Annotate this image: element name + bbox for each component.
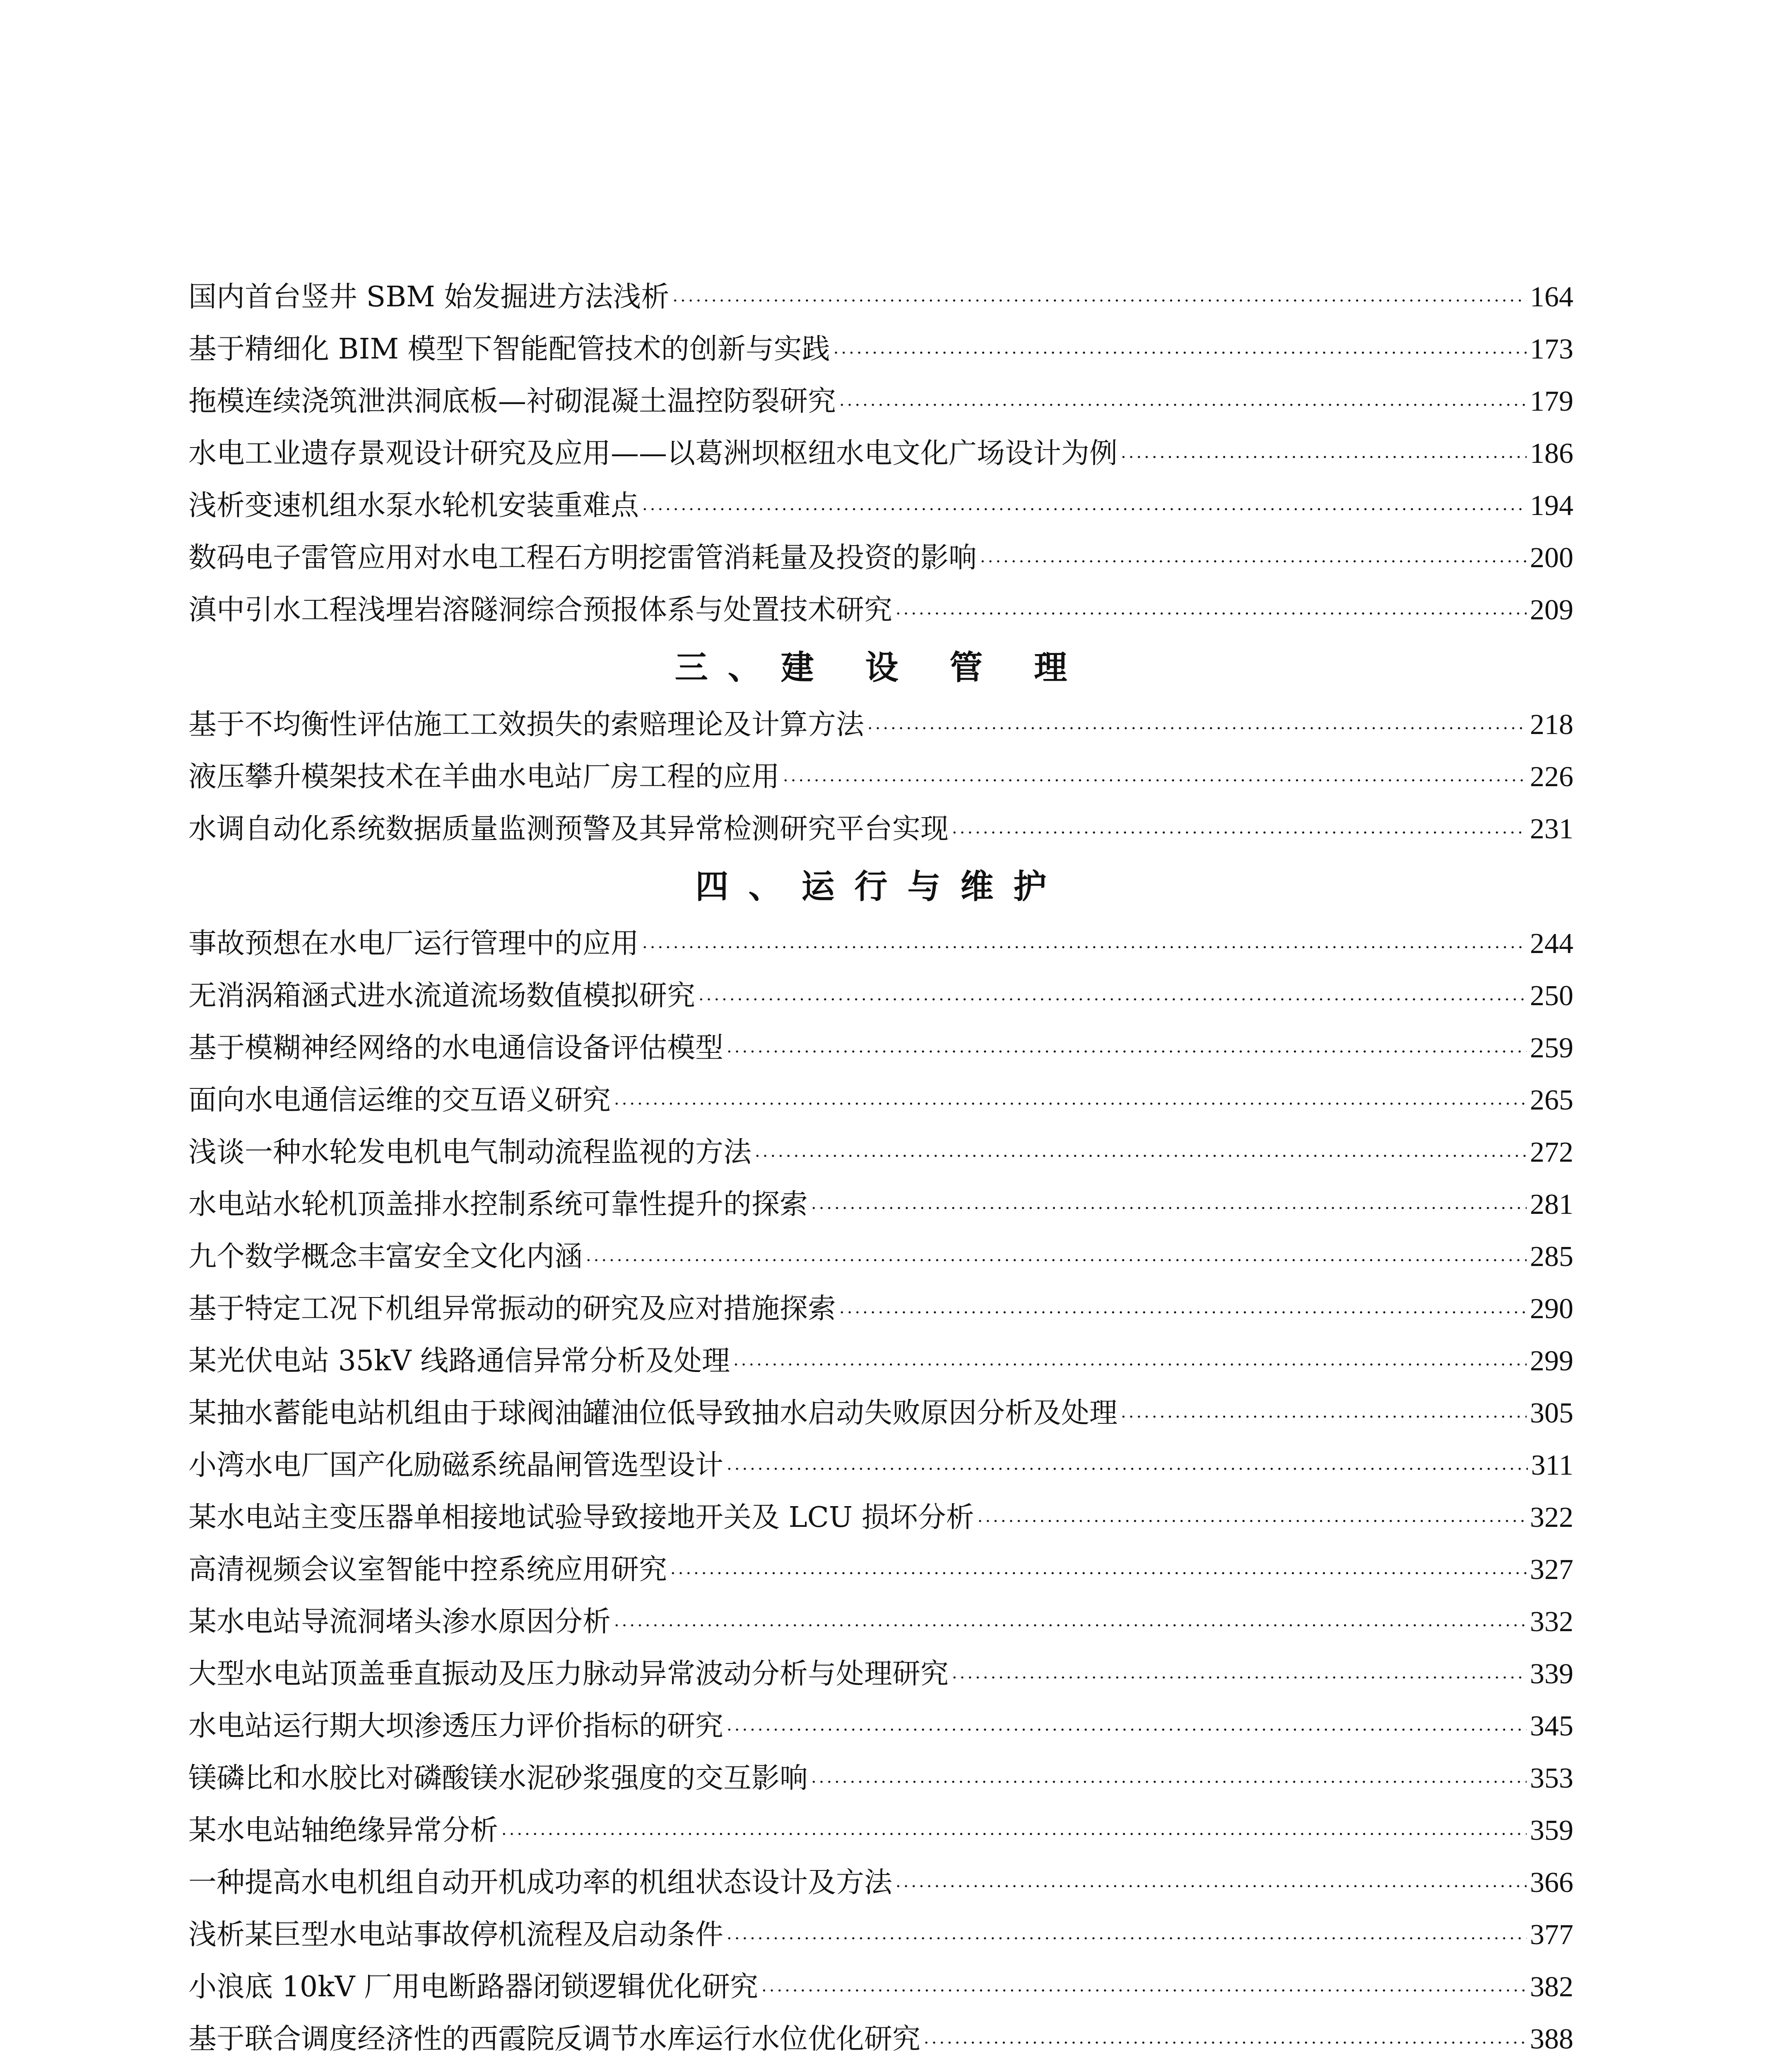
toc-entry-title: 国内首台竖井 SBM 始发掘进方法浅析 xyxy=(188,281,670,313)
toc-entry-title: 面向水电通信运维的交互语义研究 xyxy=(188,1084,611,1117)
toc-entry-page-number: 265 xyxy=(1530,1084,1573,1116)
dot-leader xyxy=(1121,431,1527,484)
toc-entry-title: 某水电站主变压器单相接地试验导致接地开关及 LCU 损坏分析 xyxy=(188,1501,974,1534)
dot-leader xyxy=(867,703,1527,755)
dot-leader xyxy=(614,1078,1527,1130)
toc-entry-title: 基于不均衡性评估施工工效损失的索赔理论及计算方法 xyxy=(188,708,865,741)
toc-entry-page-number: 281 xyxy=(1530,1189,1573,1220)
toc-entry-title: 某抽水蓄能电站机组由于球阀油罐油位低导致抽水启动失败原因分析及处理 xyxy=(188,1397,1118,1430)
dot-leader xyxy=(642,922,1527,974)
dot-leader xyxy=(755,1130,1527,1182)
toc-entry[interactable] xyxy=(188,1179,1573,1231)
dot-leader xyxy=(642,484,1527,536)
toc-entry-page-number: 194 xyxy=(1530,490,1573,522)
part2-entry-list xyxy=(188,271,1573,636)
toc-entry-title: 基于模糊神经网络的水电通信设备评估模型 xyxy=(188,1032,724,1064)
toc-entry-title: 基于精细化 BIM 模型下智能配管技术的创新与实践 xyxy=(188,333,830,366)
toc-entry[interactable] xyxy=(188,1805,1573,1857)
toc-entry-title: 小湾水电厂国产化励磁系统晶闸管选型设计 xyxy=(188,1449,724,1482)
toc-entry-page-number: 244 xyxy=(1530,928,1573,960)
dot-leader xyxy=(783,755,1527,807)
dot-leader xyxy=(896,588,1527,640)
toc-entry-title: 浅谈一种水轮发电机电气制动流程监视的方法 xyxy=(188,1136,752,1169)
toc-entry[interactable] xyxy=(188,1335,1573,1387)
dot-leader xyxy=(670,1548,1527,1600)
dot-leader xyxy=(586,1235,1527,1287)
toc-entry[interactable] xyxy=(188,699,1573,751)
toc-entry-page-number: 345 xyxy=(1530,1710,1573,1742)
toc-entry[interactable] xyxy=(188,918,1573,970)
toc-entry-page-number: 299 xyxy=(1530,1345,1573,1377)
dot-leader xyxy=(614,1600,1527,1652)
toc-entry-page-number: 353 xyxy=(1530,1762,1573,1794)
toc-entry[interactable] xyxy=(188,1439,1573,1492)
toc-entry[interactable] xyxy=(188,1700,1573,1752)
toc-entry-page-number: 332 xyxy=(1530,1606,1573,1638)
toc-entry-title: 水电站水轮机顶盖排水控制系统可靠性提升的探索 xyxy=(188,1188,808,1221)
toc-entry-page-number: 366 xyxy=(1530,1867,1573,1899)
toc-entry-title: 大型水电站顶盖垂直振动及压力脉动异常波动分析与处理研究 xyxy=(188,1658,949,1690)
toc-entry[interactable] xyxy=(188,1231,1573,1283)
toc-entry-title: 基于联合调度经济性的西霞院反调节水库运行水位优化研究 xyxy=(188,2023,921,2056)
toc-entry-page-number: 226 xyxy=(1530,761,1573,793)
section-heading-operation-maintenance: 四、运行与维护 xyxy=(695,867,1067,906)
toc-entry[interactable] xyxy=(188,584,1573,636)
toc-entry-title: 液压攀升模架技术在羊曲水电站厂房工程的应用 xyxy=(188,761,780,793)
toc-entry-page-number: 322 xyxy=(1530,1502,1573,1533)
toc-entry-page-number xyxy=(1530,2065,1573,2070)
toc-entry[interactable] xyxy=(188,1544,1573,1596)
toc-entry[interactable] xyxy=(188,751,1573,803)
toc-entry-title: 基于特定工况下机组异常振动的研究及应对措施探索 xyxy=(188,1293,836,1325)
toc-entry-page-number: 382 xyxy=(1530,1971,1573,2003)
toc-entry-page-number: 218 xyxy=(1530,709,1573,741)
toc-entry-page-number: 259 xyxy=(1530,1032,1573,1064)
toc-entry[interactable] xyxy=(188,1074,1573,1126)
toc-entry-title: 某水电站导流洞堵头渗水原因分析 xyxy=(188,1605,611,1638)
toc-entry-page-number: 179 xyxy=(1530,385,1573,417)
section3-entry-list xyxy=(188,699,1573,855)
section4-entry-list xyxy=(188,918,1573,2070)
toc-entry-page-number: 377 xyxy=(1530,1919,1573,1951)
toc-entry[interactable] xyxy=(188,428,1573,480)
toc-entry-title: 浅析某巨型水电站事故停机流程及启动条件 xyxy=(188,1918,724,1951)
dot-leader xyxy=(833,327,1527,379)
toc-entry[interactable] xyxy=(188,532,1573,584)
dot-leader xyxy=(501,1808,1527,1861)
toc-entry-title xyxy=(188,2065,695,2070)
toc-entry-page-number: 250 xyxy=(1530,980,1573,1012)
dot-leader xyxy=(839,1287,1527,1339)
toc-entry-page-number: 272 xyxy=(1530,1136,1573,1168)
toc-entry-title: 无消涡箱涵式进水流道流场数值模拟研究 xyxy=(188,980,696,1012)
toc-entry[interactable] xyxy=(188,1283,1573,1335)
toc-entry-title: 水电工业遗存景观设计研究及应用——以葛洲坝枢纽水电文化广场设计为例 xyxy=(188,437,1118,470)
toc-entry-title: 镁磷比和水胶比对磷酸镁水泥砂浆强度的交互影响 xyxy=(188,1762,808,1795)
toc-entry[interactable] xyxy=(188,1857,1573,1909)
toc-entry-page-number: 290 xyxy=(1530,1293,1573,1325)
dot-leader xyxy=(727,1913,1527,1965)
dot-leader xyxy=(978,1495,1527,1548)
toc-entry[interactable] xyxy=(188,1596,1573,1648)
toc-entry[interactable] xyxy=(188,1909,1573,1961)
toc-entry-page-number: 200 xyxy=(1530,542,1573,574)
toc-entry-title: 数码电子雷管应用对水电工程石方明挖雷管消耗量及投资的影响 xyxy=(188,542,977,574)
toc-entry-title: 一种提高水电机组自动开机成功率的机组状态设计及方法 xyxy=(188,1866,893,1899)
toc-entry-page-number: 231 xyxy=(1530,813,1573,845)
dot-leader xyxy=(698,974,1527,1026)
toc-entry[interactable] xyxy=(188,1752,1573,1805)
dot-leader xyxy=(672,275,1527,327)
toc-entry[interactable] xyxy=(188,2013,1573,2065)
toc-entry-page-number: 164 xyxy=(1530,281,1573,313)
toc-entry-page-number: 186 xyxy=(1530,438,1573,469)
toc-entry-title: 某光伏电站 35kV 线路通信异常分析及处理 xyxy=(188,1345,730,1377)
toc-entry[interactable] xyxy=(188,1022,1573,1074)
toc-entry-page-number: 339 xyxy=(1530,1658,1573,1690)
dot-leader xyxy=(761,1965,1527,2017)
toc-entry-title: 拖模连续浇筑泄洪洞底板—衬砌混凝土温控防裂研究 xyxy=(188,385,836,418)
toc-entry-title: 九个数学概念丰富安全文化内涵 xyxy=(188,1240,583,1273)
toc-entry-title: 某水电站轴绝缘异常分析 xyxy=(188,1814,499,1847)
toc-entry-page-number: 209 xyxy=(1530,594,1573,626)
toc-entry[interactable] xyxy=(188,375,1573,428)
dot-leader xyxy=(952,807,1527,859)
toc-entry[interactable] xyxy=(188,1387,1573,1439)
toc-entry-title: 高清视频会议室智能中控系统应用研究 xyxy=(188,1553,667,1586)
toc-entry[interactable] xyxy=(188,1648,1573,1700)
toc-entry-title: 事故预想在水电厂运行管理中的应用 xyxy=(188,927,639,960)
toc-entry-page-number: 285 xyxy=(1530,1241,1573,1273)
dot-leader xyxy=(727,1704,1527,1756)
toc-entry[interactable] xyxy=(188,803,1573,855)
dot-leader xyxy=(980,536,1527,588)
toc-entry-title: 水电站运行期大坝渗透压力评价指标的研究 xyxy=(188,1710,724,1743)
dot-leader xyxy=(733,1339,1527,1391)
toc-entry[interactable] xyxy=(188,970,1573,1022)
toc-entry-page-number: 388 xyxy=(1530,2023,1573,2055)
toc-entry-page-number: 305 xyxy=(1530,1397,1573,1429)
toc-entry-page-number: 359 xyxy=(1530,1815,1573,1846)
toc-entry[interactable] xyxy=(188,1961,1573,2013)
toc-entry-page-number: 327 xyxy=(1530,1554,1573,1586)
toc-entry-page-number: 311 xyxy=(1531,1449,1573,1481)
toc-entry-title: 浅析变速机组水泵水轮机安装重难点 xyxy=(188,489,639,522)
dot-leader xyxy=(727,1443,1528,1495)
toc-entry[interactable] xyxy=(188,323,1573,375)
dot-leader xyxy=(896,1861,1527,1913)
dot-leader xyxy=(1121,1391,1527,1443)
dot-leader xyxy=(839,379,1527,431)
dot-leader xyxy=(811,1182,1527,1235)
toc-entry-title: 滇中引水工程浅埋岩溶隧洞综合预报体系与处置技术研究 xyxy=(188,594,893,626)
dot-leader xyxy=(952,1652,1527,1704)
dot-leader xyxy=(924,2017,1527,2069)
section-heading-construction-management: 三、建 设 管 理 xyxy=(674,648,1087,687)
toc-entry-title: 水调自动化系统数据质量监测预警及其异常检测研究平台实现 xyxy=(188,813,949,845)
toc-entry[interactable] xyxy=(188,271,1573,323)
toc-entry[interactable] xyxy=(188,1126,1573,1179)
dot-leader xyxy=(727,1026,1527,1078)
dot-leader xyxy=(811,1756,1527,1808)
toc-entry-title: 小浪底 10kV 厂用电断路器闭锁逻辑优化研究 xyxy=(188,1971,759,2003)
toc-entry-page-number: 173 xyxy=(1530,333,1573,365)
toc-entry[interactable] xyxy=(188,480,1573,532)
table-of-contents xyxy=(188,271,1573,2070)
toc-entry[interactable] xyxy=(188,1492,1573,1544)
